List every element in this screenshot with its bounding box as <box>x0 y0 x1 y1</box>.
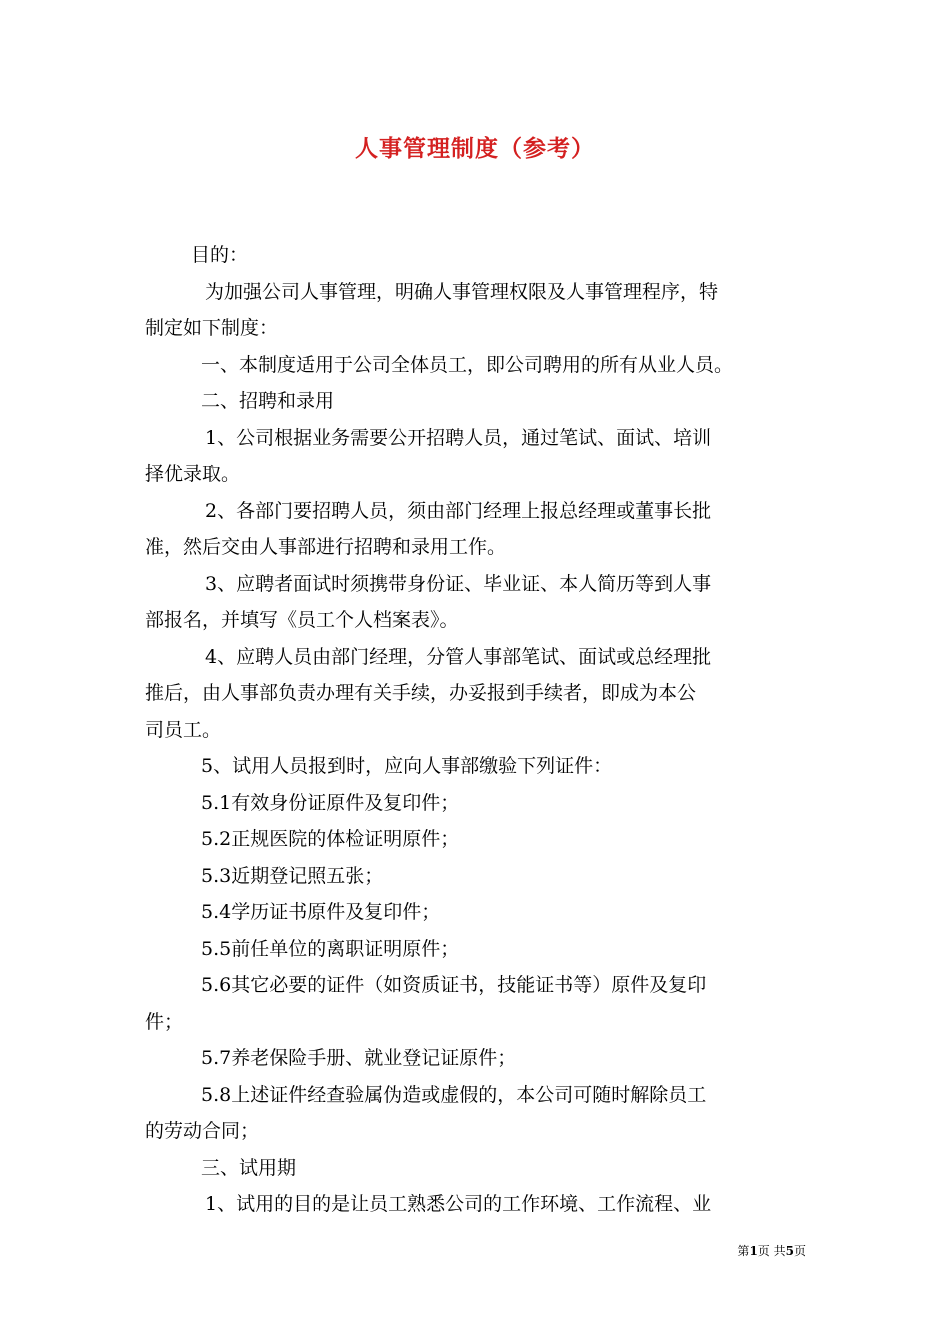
text-line: 5.4学历证书原件及复印件； <box>201 901 441 923</box>
paragraph-item <box>145 639 810 749</box>
text-line: 部报名，并填写《员工个人档案表》。 <box>145 609 459 631</box>
text-line: 择优录取。 <box>145 463 241 485</box>
text-line: 1、试用的目的是让员工熟悉公司的工作环境、工作流程、业 <box>205 1193 712 1215</box>
list-item <box>145 967 810 1040</box>
list-item <box>145 821 810 858</box>
text-line: 5.7养老保险手册、就业登记证原件； <box>201 1047 517 1069</box>
text-line: 制定如下制度： <box>145 317 279 339</box>
paragraph-purpose <box>145 237 810 274</box>
text-line: 司员工。 <box>145 718 222 741</box>
text-line: 5.2正规医院的体检证明原件； <box>201 828 460 850</box>
text-line: 4、应聘人员由部门经理，分管人事部笔试、面试或总经理批 <box>205 645 712 668</box>
text-line: 一、本制度适用于公司全体员工，即公司聘用的所有从业人员。 <box>201 353 734 376</box>
list-item <box>145 785 810 822</box>
list-item <box>145 931 810 968</box>
page-number-total: 5 <box>785 1244 794 1258</box>
page-number-suffix: 页 <box>793 1244 806 1258</box>
page-number <box>0 1243 806 1259</box>
text-line: 推后，由人事部负责办理有关手续，办妥报到手续者，即成为本公 <box>145 682 697 704</box>
text-line: 5.3近期登记照五张； <box>201 864 384 887</box>
page-number-current: 1 <box>749 1244 758 1258</box>
text-line: 5.1有效身份证原件及复印件； <box>201 791 460 814</box>
document-title: 人事管理制度（参考） <box>355 135 595 162</box>
text-line: 2、各部门要招聘人员，须由部门经理上报总经理或董事长批 <box>205 499 712 522</box>
text-line: 5.8上述证件经查验属伪造或虚假的，本公司可随时解除员工 <box>201 1083 707 1106</box>
page-number-middle: 页 共 <box>757 1244 786 1258</box>
page-number-prefix: 第 <box>737 1244 750 1258</box>
text-line: 3、应聘者面试时须携带身份证、毕业证、本人简历等到人事 <box>205 572 712 595</box>
list-item <box>145 894 810 931</box>
document-body <box>145 237 810 1223</box>
paragraph-item <box>145 566 810 639</box>
paragraph-scope <box>145 347 810 384</box>
text-line: 件； <box>145 1010 184 1033</box>
paragraph-item <box>145 493 810 566</box>
list-item <box>145 1040 810 1077</box>
text-line: 5.6其它必要的证件（如资质证书，技能证书等）原件及复印 <box>201 974 707 996</box>
text-line: 为加强公司人事管理，明确人事管理权限及人事管理程序，特 <box>205 280 719 303</box>
text-line: 5、试用人员报到时，应向人事部缴验下列证件： <box>201 755 613 777</box>
paragraph-item <box>145 1186 810 1223</box>
text-line: 准，然后交由人事部进行招聘和录用工作。 <box>145 536 507 558</box>
paragraph-intro <box>145 274 810 347</box>
text-line: 三、试用期 <box>201 1156 297 1179</box>
section-heading-recruitment <box>145 383 810 420</box>
paragraph-item <box>145 420 810 493</box>
text-line: 的劳动合同； <box>145 1120 260 1142</box>
paragraph-item <box>145 748 810 785</box>
section-heading-probation <box>145 1150 810 1187</box>
text-line: 二、招聘和录用 <box>201 390 335 412</box>
text-line: 目的： <box>191 244 249 266</box>
list-item <box>145 1077 810 1150</box>
text-line: 1、公司根据业务需要公开招聘人员，通过笔试、面试、培训 <box>205 426 712 449</box>
text-line: 5.5前任单位的离职证明原件； <box>201 937 460 960</box>
list-item <box>145 858 810 895</box>
